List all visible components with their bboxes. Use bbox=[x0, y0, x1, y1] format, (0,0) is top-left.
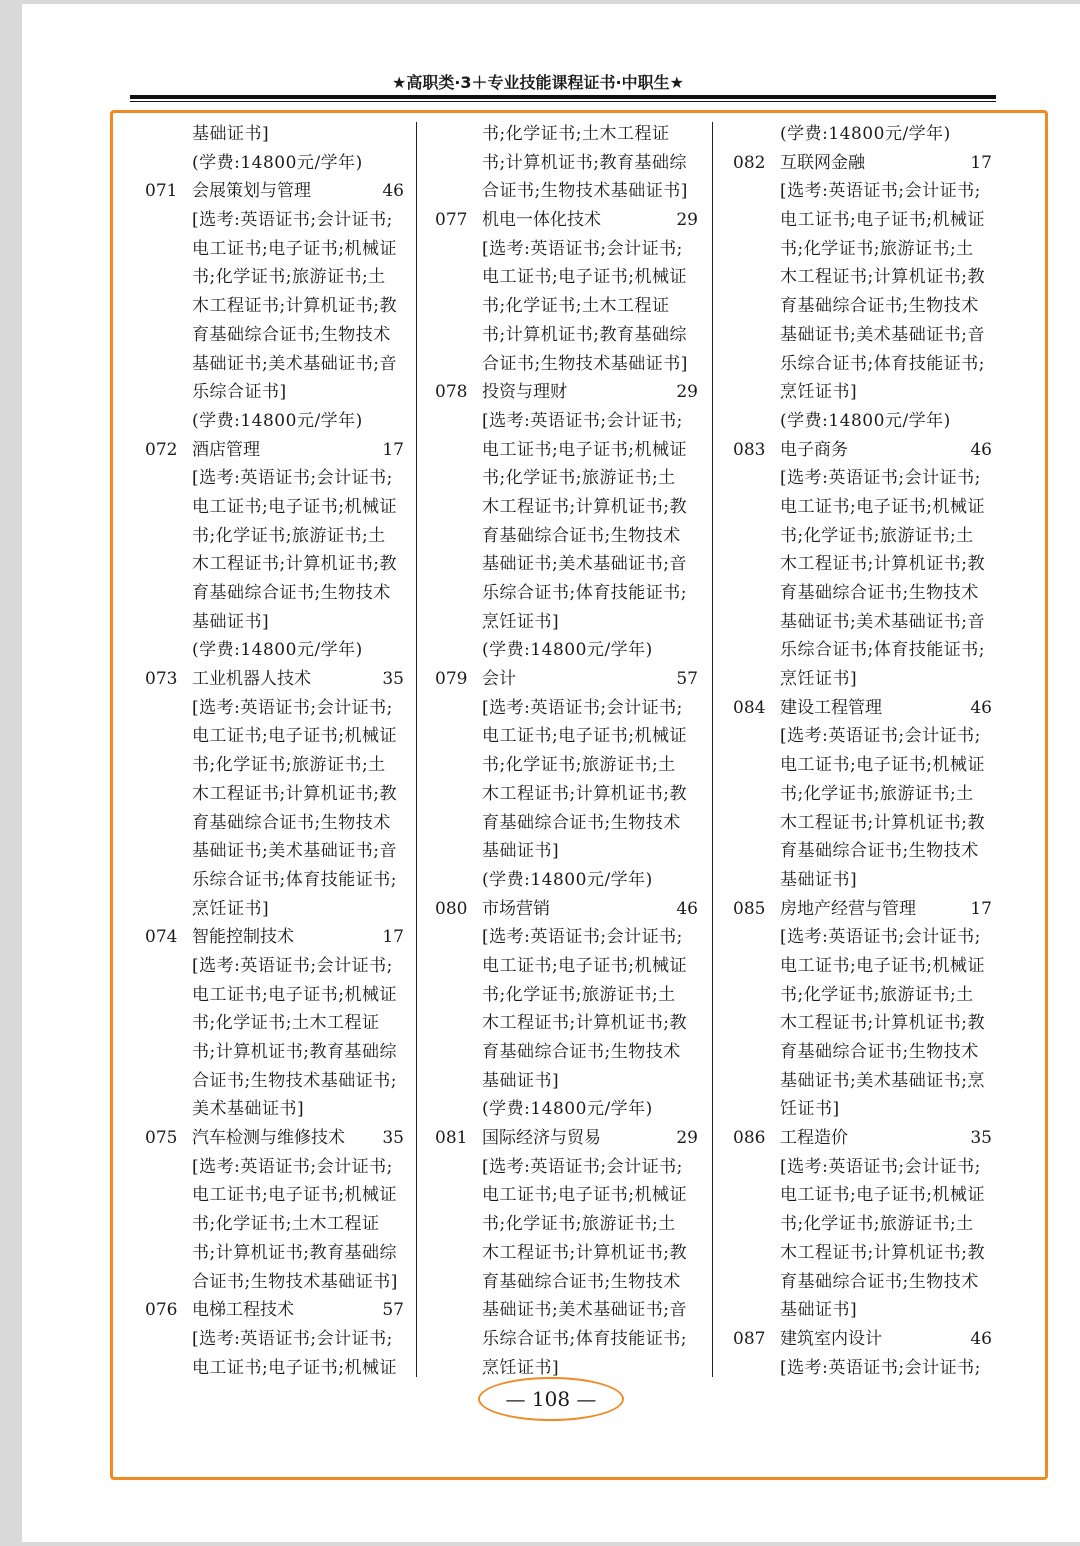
text-line: 电工证书;电子证书;机械证 bbox=[192, 1185, 397, 1206]
running-header: ★高职类·3＋专业技能课程证书·中职生★ bbox=[392, 73, 684, 92]
text-line: 电工证书;电子证书;机械证 bbox=[780, 755, 985, 776]
text-line: 乐综合证书;体育技能证书; bbox=[780, 353, 985, 374]
program-code: 087 bbox=[733, 1328, 766, 1349]
header-rule-thin bbox=[130, 101, 996, 102]
text-line: 书;化学证书;旅游证书;土 bbox=[780, 525, 974, 546]
program-quota: 46 bbox=[970, 1328, 992, 1349]
text-line: [选考:英语证书;会计证书; bbox=[780, 1156, 981, 1177]
program-entry-header bbox=[140, 1296, 404, 1325]
program-name: 建设工程管理 bbox=[780, 697, 882, 718]
program-entry-header bbox=[728, 436, 992, 465]
text-line: 木工程证书;计算机证书;教 bbox=[780, 1242, 985, 1263]
text-line: 电工证书;电子证书;机械证 bbox=[780, 1185, 985, 1206]
text-line: 电工证书;电子证书;机械证 bbox=[780, 496, 985, 517]
program-name: 会计 bbox=[482, 669, 516, 690]
program-name: 汽车检测与维修技术 bbox=[192, 1128, 345, 1149]
text-line: 书;化学证书;土木工程证 bbox=[482, 296, 670, 317]
text-line: 基础证书] bbox=[482, 1070, 560, 1091]
text-line: 电工证书;电子证书;机械证 bbox=[482, 439, 687, 460]
program-entry-header bbox=[728, 895, 992, 924]
text-line: [选考:英语证书;会计证书; bbox=[482, 238, 683, 259]
text-line: 电工证书;电子证书;机械证 bbox=[192, 984, 397, 1005]
program-code: 078 bbox=[435, 382, 468, 403]
text-line: 书;计算机证书;教育基础综 bbox=[192, 1242, 397, 1263]
text-line: 乐综合证书;体育技能证书; bbox=[780, 640, 985, 661]
text-line: 书;计算机证书;教育基础综 bbox=[192, 1042, 397, 1062]
program-entry-header bbox=[140, 177, 404, 206]
text-line: 电工证书;电子证书;机械证 bbox=[192, 726, 397, 747]
program-code: 073 bbox=[145, 669, 178, 690]
program-code: 084 bbox=[733, 697, 766, 718]
program-entry-header bbox=[430, 1124, 698, 1153]
text-line: 育基础综合证书;生物技术 bbox=[780, 841, 979, 862]
text-line: 基础证书] bbox=[482, 841, 560, 862]
program-entry-header bbox=[728, 149, 992, 178]
text-line: 书;化学证书;旅游证书;土 bbox=[780, 1214, 974, 1235]
program-code: 083 bbox=[733, 439, 766, 460]
text-line: 合证书;生物技术基础证书] bbox=[482, 353, 688, 374]
text-line: 书;计算机证书;教育基础综 bbox=[482, 324, 687, 345]
text-line: 育基础综合证书;生物技术 bbox=[482, 1271, 681, 1292]
text-line: 木工程证书;计算机证书;教 bbox=[482, 1013, 687, 1034]
text-line: 基础证书] bbox=[192, 124, 270, 144]
program-entry-header bbox=[728, 1124, 992, 1153]
text-line: 书;化学证书;旅游证书;土 bbox=[482, 755, 676, 776]
column-left bbox=[140, 120, 404, 1382]
text-line: 饪证书] bbox=[780, 1099, 840, 1120]
program-quota: 46 bbox=[970, 697, 992, 718]
text-line: 基础证书;美术基础证书;音 bbox=[780, 324, 985, 345]
text-line: 烹饪证书] bbox=[482, 1357, 560, 1378]
text-line: 育基础综合证书;生物技术 bbox=[482, 1042, 681, 1062]
text-line: 合证书;生物技术基础证书] bbox=[192, 1271, 398, 1292]
text-line: [选考:英语证书;会计证书; bbox=[192, 955, 393, 976]
text-line: 乐综合证书;体育技能证书; bbox=[192, 869, 397, 890]
text-line: (学费:14800元/学年) bbox=[192, 640, 363, 661]
text-line: 育基础综合证书;生物技术 bbox=[192, 812, 391, 833]
program-name: 房地产经营与管理 bbox=[780, 898, 916, 919]
text-line: 育基础综合证书;生物技术 bbox=[482, 812, 681, 833]
column-middle bbox=[430, 120, 698, 1382]
program-entry-header bbox=[430, 378, 698, 407]
program-code: 077 bbox=[435, 210, 468, 231]
text-line: [选考:英语证书;会计证书; bbox=[482, 410, 683, 431]
text-line: 书;化学证书;旅游证书;土 bbox=[192, 755, 386, 776]
text-line: [选考:英语证书;会计证书; bbox=[192, 468, 393, 489]
header-rule-thick bbox=[130, 95, 996, 99]
text-line: 电工证书;电子证书;机械证 bbox=[192, 238, 397, 259]
text-line: 电工证书;电子证书;机械证 bbox=[192, 496, 397, 517]
text-line: 电工证书;电子证书;机械证 bbox=[192, 1357, 397, 1378]
text-line: (学费:14800元/学年) bbox=[780, 124, 951, 144]
text-line: 书;化学证书;土木工程证 bbox=[192, 1214, 380, 1235]
text-line: [选考:英语证书;会计证书; bbox=[482, 927, 683, 948]
text-line: [选考:英语证书;会计证书; bbox=[780, 468, 981, 489]
text-line: 基础证书] bbox=[192, 611, 270, 632]
text-line: [选考:英语证书;会计证书; bbox=[192, 1328, 393, 1349]
program-entry-header bbox=[430, 665, 698, 694]
program-code: 074 bbox=[145, 927, 178, 948]
text-line: (学费:14800元/学年) bbox=[482, 869, 653, 890]
program-entry-header bbox=[140, 436, 404, 465]
text-line: [选考:英语证书;会计证书; bbox=[482, 1156, 683, 1177]
text-line: 基础证书;美术基础证书;音 bbox=[482, 1300, 687, 1321]
program-name: 市场营销 bbox=[482, 898, 550, 919]
program-quota: 57 bbox=[382, 1300, 404, 1321]
program-quota: 17 bbox=[970, 898, 992, 919]
program-name: 国际经济与贸易 bbox=[482, 1128, 601, 1149]
program-code: 085 bbox=[733, 898, 766, 919]
program-entry-header bbox=[728, 1325, 992, 1354]
program-code: 071 bbox=[145, 181, 178, 202]
column-right bbox=[728, 120, 992, 1382]
program-quota: 46 bbox=[970, 439, 992, 460]
text-line: 基础证书] bbox=[780, 1300, 858, 1321]
text-line: 美术基础证书] bbox=[192, 1099, 305, 1120]
program-name: 工程造价 bbox=[780, 1128, 848, 1149]
program-entry-header bbox=[140, 1124, 404, 1153]
program-name: 会展策划与管理 bbox=[192, 181, 311, 202]
text-line: 书;化学证书;土木工程证 bbox=[192, 1013, 380, 1034]
text-line: 烹饪证书] bbox=[482, 611, 560, 632]
text-line: 书;计算机证书;教育基础综 bbox=[482, 152, 687, 173]
text-line: [选考:英语证书;会计证书; bbox=[192, 697, 393, 718]
text-line: 育基础综合证书;生物技术 bbox=[192, 324, 391, 345]
program-quota: 29 bbox=[676, 382, 698, 403]
text-line: 育基础综合证书;生物技术 bbox=[780, 583, 979, 603]
text-line: 书;化学证书;土木工程证 bbox=[482, 124, 670, 144]
text-line: (学费:14800元/学年) bbox=[482, 1099, 653, 1120]
program-quota: 46 bbox=[382, 181, 404, 202]
text-line: 电工证书;电子证书;机械证 bbox=[482, 267, 687, 288]
text-line: 基础证书;美术基础证书;音 bbox=[192, 841, 397, 862]
text-line: 乐综合证书;体育技能证书; bbox=[482, 1328, 687, 1349]
text-line: [选考:英语证书;会计证书; bbox=[780, 1357, 981, 1378]
text-line: 木工程证书;计算机证书;教 bbox=[780, 812, 985, 833]
program-name: 酒店管理 bbox=[192, 439, 260, 460]
text-line: 育基础综合证书;生物技术 bbox=[780, 1271, 979, 1292]
text-line: [选考:英语证书;会计证书; bbox=[192, 210, 393, 231]
text-line: 乐综合证书] bbox=[192, 382, 287, 403]
program-code: 086 bbox=[733, 1128, 766, 1149]
text-line: 基础证书;美术基础证书;烹 bbox=[780, 1070, 985, 1091]
text-line: 木工程证书;计算机证书;教 bbox=[192, 783, 397, 804]
text-line: 书;化学证书;旅游证书;土 bbox=[482, 468, 676, 489]
text-line: 书;化学证书;旅游证书;土 bbox=[780, 783, 974, 804]
text-line: (学费:14800元/学年) bbox=[192, 410, 363, 431]
program-entry-header bbox=[430, 895, 698, 924]
program-quota: 29 bbox=[676, 1128, 698, 1149]
text-line: 木工程证书;计算机证书;教 bbox=[482, 496, 687, 517]
text-line: [选考:英语证书;会计证书; bbox=[780, 181, 981, 202]
program-code: 080 bbox=[435, 898, 468, 919]
program-quota: 29 bbox=[676, 210, 698, 231]
program-entry-header bbox=[430, 206, 698, 235]
text-line: 木工程证书;计算机证书;教 bbox=[192, 296, 397, 317]
text-line: 育基础综合证书;生物技术 bbox=[780, 1042, 979, 1062]
program-name: 建筑室内设计 bbox=[780, 1328, 882, 1349]
column-divider bbox=[416, 122, 417, 1377]
program-entry-header bbox=[728, 694, 992, 723]
program-name: 工业机器人技术 bbox=[192, 669, 311, 690]
text-line: 基础证书;美术基础证书;音 bbox=[780, 611, 985, 632]
text-line: [选考:英语证书;会计证书; bbox=[780, 927, 981, 948]
program-code: 072 bbox=[145, 439, 178, 460]
text-line: 电工证书;电子证书;机械证 bbox=[482, 726, 687, 747]
program-code: 079 bbox=[435, 669, 468, 690]
text-line: 合证书;生物技术基础证书] bbox=[482, 181, 688, 202]
text-line: 木工程证书;计算机证书;教 bbox=[192, 554, 397, 575]
page-number: — 108 — bbox=[478, 1377, 624, 1421]
program-name: 机电一体化技术 bbox=[482, 210, 601, 231]
text-line: 育基础综合证书;生物技术 bbox=[192, 583, 391, 603]
text-line: 书;化学证书;旅游证书;土 bbox=[482, 1214, 676, 1235]
program-name: 电子商务 bbox=[780, 439, 848, 460]
program-quota: 17 bbox=[382, 439, 404, 460]
text-line: 乐综合证书;体育技能证书; bbox=[482, 583, 687, 603]
program-name: 互联网金融 bbox=[780, 152, 865, 173]
text-line: 育基础综合证书;生物技术 bbox=[482, 525, 681, 546]
text-line: 烹饪证书] bbox=[192, 898, 270, 919]
program-name: 投资与理财 bbox=[482, 382, 567, 403]
program-code: 081 bbox=[435, 1128, 468, 1149]
text-line: 电工证书;电子证书;机械证 bbox=[780, 955, 985, 976]
text-line: 木工程证书;计算机证书;教 bbox=[780, 267, 985, 288]
program-name: 电梯工程技术 bbox=[192, 1300, 294, 1321]
text-line: 电工证书;电子证书;机械证 bbox=[482, 1185, 687, 1206]
text-line: 育基础综合证书;生物技术 bbox=[780, 296, 979, 317]
text-line: [选考:英语证书;会计证书; bbox=[192, 1156, 393, 1177]
text-line: 烹饪证书] bbox=[780, 669, 858, 690]
text-line: 电工证书;电子证书;机械证 bbox=[780, 210, 985, 231]
text-line: 木工程证书;计算机证书;教 bbox=[780, 1013, 985, 1034]
text-line: [选考:英语证书;会计证书; bbox=[482, 697, 683, 718]
text-line: 基础证书;美术基础证书;音 bbox=[192, 353, 397, 374]
program-name: 智能控制技术 bbox=[192, 927, 294, 948]
text-line: 木工程证书;计算机证书;教 bbox=[482, 1242, 687, 1263]
text-line: (学费:14800元/学年) bbox=[780, 410, 951, 431]
text-line: 书;化学证书;旅游证书;土 bbox=[780, 984, 974, 1005]
text-line: (学费:14800元/学年) bbox=[482, 640, 653, 661]
text-line: 书;化学证书;旅游证书;土 bbox=[780, 238, 974, 259]
program-entry-header bbox=[140, 923, 404, 952]
program-code: 076 bbox=[145, 1300, 178, 1321]
text-line: [选考:英语证书;会计证书; bbox=[780, 726, 981, 747]
program-quota: 35 bbox=[970, 1128, 992, 1149]
program-quota: 17 bbox=[382, 927, 404, 948]
text-line: 木工程证书;计算机证书;教 bbox=[780, 554, 985, 575]
text-line: (学费:14800元/学年) bbox=[192, 152, 363, 173]
program-code: 082 bbox=[733, 152, 766, 173]
program-entry-header bbox=[140, 665, 404, 694]
program-code: 075 bbox=[145, 1128, 178, 1149]
program-quota: 57 bbox=[676, 669, 698, 690]
text-line: 合证书;生物技术基础证书; bbox=[192, 1070, 397, 1091]
text-line: 基础证书] bbox=[780, 869, 858, 890]
text-line: 电工证书;电子证书;机械证 bbox=[482, 955, 687, 976]
program-quota: 35 bbox=[382, 1128, 404, 1149]
text-line: 书;化学证书;旅游证书;土 bbox=[192, 525, 386, 546]
program-quota: 35 bbox=[382, 669, 404, 690]
program-quota: 17 bbox=[970, 152, 992, 173]
program-quota: 46 bbox=[676, 898, 698, 919]
column-divider bbox=[712, 122, 713, 1377]
text-line: 书;化学证书;旅游证书;土 bbox=[482, 984, 676, 1005]
text-line: 基础证书;美术基础证书;音 bbox=[482, 554, 687, 575]
text-line: 木工程证书;计算机证书;教 bbox=[482, 783, 687, 804]
text-line: 烹饪证书] bbox=[780, 382, 858, 403]
text-line: 书;化学证书;旅游证书;土 bbox=[192, 267, 386, 288]
